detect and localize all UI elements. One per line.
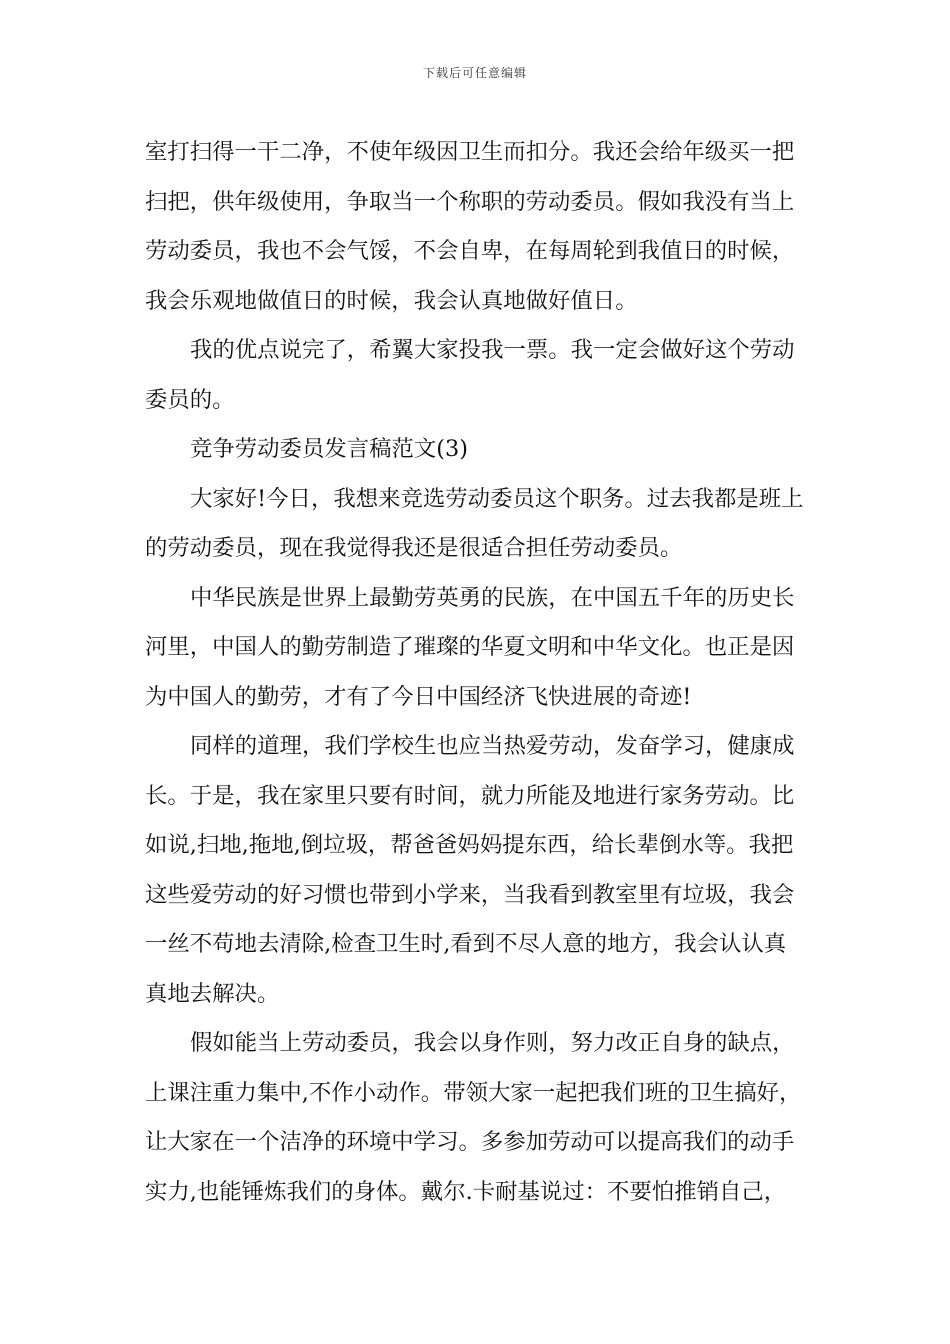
text-line: 上课注重力集中,不作小动作。带领大家一起把我们班的卫生搞好， (145, 1079, 802, 1106)
text-line: 我会乐观地做值日的时候，我会认真地做好值日。 (145, 287, 638, 314)
text-line: 河里，中国人的勤劳制造了璀璨的华夏文明和中华文化。也正是因 (145, 634, 795, 660)
text-line: 的劳动委员，现在我觉得我还是很适合担任劳动委员。 (145, 535, 683, 561)
text-line: 为中国人的勤劳，才有了今日中国经济飞快进展的奇迹! (145, 683, 692, 710)
text-line: 我的优点说完了，希翼大家投我一票。我一定会做好这个劳动 (190, 337, 795, 363)
document-body (145, 128, 807, 1217)
text-line: 一丝不苟地去清除,检查卫生时,看到不尽人意的地方，我会认认真 (145, 931, 787, 957)
text-line: 这些爱劳动的好习惯也带到小学来，当我看到教室里有垃圾，我会 (145, 881, 795, 908)
text-line: 实力,也能锤炼我们的身体。戴尔.卡耐基说过：不要怕推销自己， (145, 1178, 787, 1205)
text-line: 劳动委员，我也不会气馁，不会自卑，在每周轮到我值日的时候， (145, 238, 795, 264)
text-line: 中华民族是世界上最勤劳英勇的民族，在中国五千年的历史长 (190, 584, 795, 611)
text-line: 委员的。 (145, 386, 235, 413)
text-line: 真地去解决。 (145, 980, 280, 1007)
text-line: 室打扫得一干二净，不使年级因卫生而扣分。我还会给年级买一把 (145, 139, 795, 165)
text-line: 同样的道理，我们学校生也应当热爱劳动，发奋学习，健康成 (190, 733, 795, 759)
text-line: 大家好!今日，我想来竞选劳动委员这个职务。过去我都是班上 (190, 485, 804, 512)
text-line: 扫把，供年级使用，争取当一个称职的劳动委员。假如我没有当上 (145, 188, 795, 215)
text-line: 假如能当上劳动委员，我会以身作则，努力改正自身的缺点， (190, 1030, 795, 1056)
text-line: 长。于是，我在家里只要有时间，就力所能及地进行家务劳动。比 (145, 782, 795, 809)
text-line: 如说,扫地,拖地,倒垃圾，帮爸爸妈妈提东西，给长辈倒水等。我把 (145, 832, 794, 858)
text-line: 让大家在一个洁净的环境中学习。多参加劳动可以提高我们的动手 (145, 1129, 795, 1155)
text-line: 竞争劳动委员发言稿范文(3) (190, 436, 469, 462)
page-header: 下载后可任意编辑 (422, 66, 527, 80)
